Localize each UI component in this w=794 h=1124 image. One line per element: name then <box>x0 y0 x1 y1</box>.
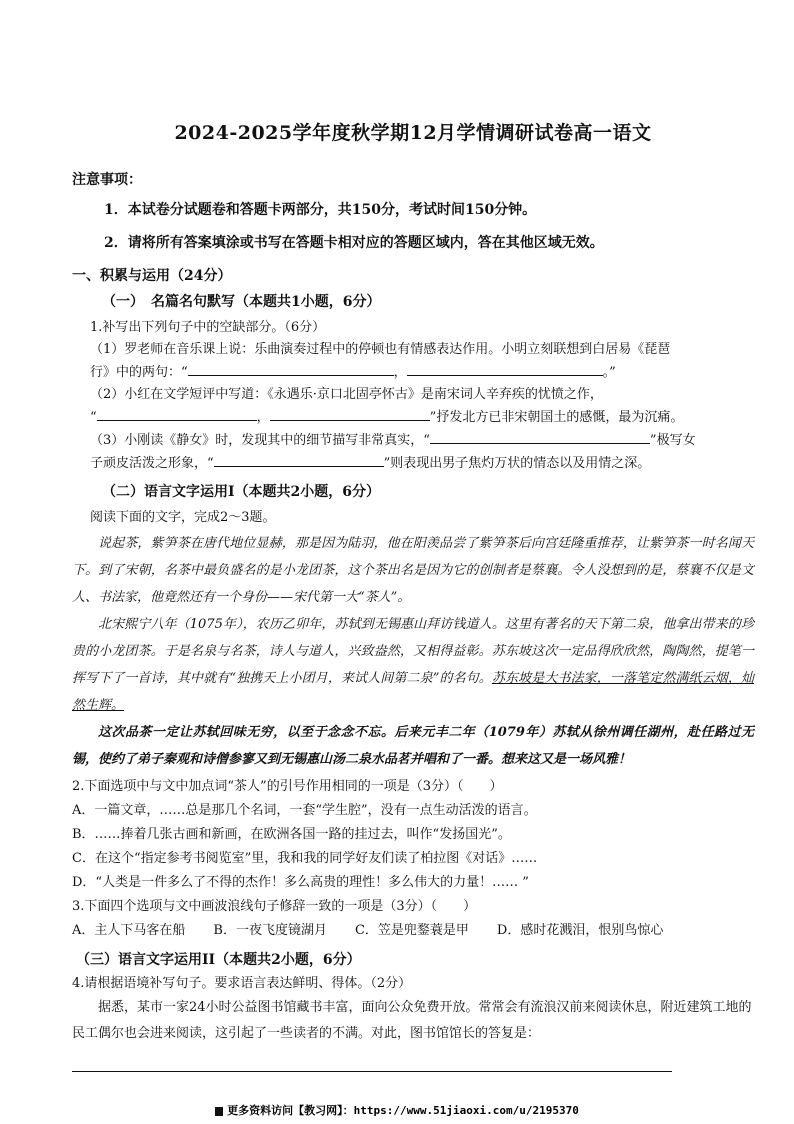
passage-paragraph-2-text: 北宋熙宁八年（1075年），农历乙卯年，苏轼到无锡惠山拜访钱道人。这里有著名的天下第二泉，他拿出带来的珍贵的小龙团茶。于是名泉与名茶，诗人与道人，兴致盎然，又相得益彰。苏东坡这次一定品得欣欣然，陶陶然，提笔一挥写下了一首诗，其中就有“独携天上小团月，来试人间第二泉”的名句。 <box>72 617 754 686</box>
q2-option-b[interactable]: B．……捧着几张古画和新画，在欧洲各国一路的挂过去，叫作“发扬国光”。 <box>72 827 511 842</box>
q1-sub2-text-c: ， <box>256 410 270 425</box>
passage-paragraph-1: 说起茶，紫笋茶在唐代地位显赫，那是因为陆羽，他在阳羡品尝了紫笋茶后向宫廷隆重推荐，让紫笋茶一时名闻天下。到了宋朝，名茶中最负盛名的是小龙团茶，这个茶出名是因为它的创制者是蔡襄。令人没想到的是，蔡襄不仅是文人、书法家，他竟然还有一个身份——宋代第一大“茶人”。 <box>72 536 754 605</box>
q1-sub2-text-d: ”抒发北方已非宋朝国土的感慨，最为沉痛。 <box>429 410 684 425</box>
question-4-context: 据悉，某市一家24小时公益图书馆藏书丰富，面向公众免费开放。常常会有流浪汉前来阅读休息，附近建筑工地的民工偶尔也会进来阅读，这引起了一些读者的不满。对此，图书馆馆长的答复是： <box>72 1000 752 1041</box>
question-1-stem: 1.补写出下列句子中的空缺部分。（6分） <box>90 320 326 335</box>
q1-blank-3[interactable] <box>97 406 257 421</box>
notice-heading: 注意事项： <box>72 172 142 188</box>
q1-sub3-text-b: ”极写女 <box>649 433 696 448</box>
part3-heading: （三）语言文字运用II（本题共2小题，6分） <box>76 952 361 968</box>
q2-option-d[interactable]: D．“人类是一件多么了不得的杰作！多么高贵的理性！多么伟大的力量！…… ” <box>72 875 529 890</box>
reading-passage <box>72 530 754 773</box>
q2-option-c[interactable]: C．在这个“指定参考书阅览室”里，我和我的同学好友们读了柏拉图《对话》…… <box>72 851 538 866</box>
q1-sub1 <box>90 339 754 384</box>
notice-item-2: 2．请将所有答案填涂或书写在答题卡相对应的答题区域内，答在其他区域无效。 <box>104 235 604 251</box>
q1-sub1-text-b: 行》中的两句：“ <box>90 365 188 380</box>
q1-sub2-text-a: （2）小红在文学短评中写道：《永遇乐·京口北固亭怀古》是南宋词人辛弃疾的忧愤之作， <box>90 387 603 402</box>
notice-item-1: 1．本试卷分试题卷和答题卡两部分，共150分，考试时间150分钟。 <box>104 202 537 218</box>
part1-heading: （一） 名篇名句默写（本题共1小题，6分） <box>102 294 381 310</box>
q1-blank-2[interactable] <box>407 361 603 376</box>
q3-option-b[interactable]: B．一夜飞度镜湖月 <box>213 923 327 938</box>
q1-blank-5[interactable] <box>430 429 650 444</box>
flag-icon <box>215 1107 223 1116</box>
part2-intro: 阅读下面的文字，完成2～3题。 <box>90 510 276 525</box>
q1-blank-4[interactable] <box>270 406 430 421</box>
page-title: 2024-2025学年度秋学期12月学情调研试卷高一语文 <box>174 122 652 144</box>
section1-heading: 一、积累与运用（24分） <box>72 268 232 284</box>
question-3-stem: 3.下面四个选项与文中画波浪线句子修辞一致的一项是（3分）（ ） <box>72 899 477 914</box>
question-1 <box>90 317 754 475</box>
passage-paragraph-3: 这次品茶一定让苏轼回味无穷，以至于念念不忘。后来元丰二年（1079年）苏轼从徐州调任湖州，赴任路过无锡，使约了弟子秦观和诗僧参寥又到无锡惠山汤二泉水品茗并唱和了一番。想来这又是一场风雅！ <box>72 725 754 767</box>
question-3 <box>72 895 754 943</box>
q3-options <box>72 919 754 943</box>
footer <box>0 1102 794 1118</box>
q1-sub2-text-b: “ <box>90 410 97 425</box>
q1-sub1-text-a: （1）罗老师在音乐课上说：乐曲演奏过程中的停顿也有情感表达作用。小明立刻联想到白居易《琵琶 <box>90 342 671 357</box>
q2-option-a[interactable]: A．一篇文章，……总是那几个名词，一套“学生腔”，没有一点生动活泼的语言。 <box>72 803 537 818</box>
q1-sub1-text-d: 。” <box>602 365 616 380</box>
question-2-stem: 2.下面选项中与文中加点词“茶人”的引号作用相同的一项是（3分）（ ） <box>72 779 503 794</box>
q1-sub1-text-c: ， <box>393 365 407 380</box>
part2-heading: （二）语言文字运用Ⅰ（本题共2小题，6分） <box>102 484 381 500</box>
q1-blank-6[interactable] <box>214 452 384 467</box>
q3-option-a[interactable]: A．主人下马客在船 <box>72 923 186 938</box>
q1-sub3-text-d: ”则表现出男子焦灼万状的情态以及用情之深。 <box>383 456 651 471</box>
q1-sub3-text-a: （3）小刚读《静女》时，发现其中的细节描写非常真实，“ <box>90 433 430 448</box>
q1-sub3 <box>90 429 754 475</box>
question-2 <box>72 775 754 895</box>
answer-line[interactable] <box>72 1053 672 1072</box>
q1-blank-1[interactable] <box>188 361 394 376</box>
passage-paragraph-2 <box>72 611 754 719</box>
q1-sub3-text-c: 子顽皮活泼之形象，“ <box>90 456 214 471</box>
question-4-stem: 4.请根据语境补写句子。要求语言表达鲜明、得体。（2分） <box>72 976 412 991</box>
footer-link-text[interactable]: 更多资料访问【教习网】：https://www.51jiaoxi.com/u/2195370 <box>227 1104 579 1117</box>
q3-option-d[interactable]: D．感时花溅泪，恨别鸟惊心 <box>496 923 664 938</box>
wavy-underlined-sentence: 苏东坡是大书法家，一落笔定然满纸云烟，灿然生辉。 <box>72 671 754 713</box>
q1-sub2 <box>90 384 754 429</box>
q3-option-c[interactable]: C．笠是兜鍪蓑是甲 <box>354 923 469 938</box>
